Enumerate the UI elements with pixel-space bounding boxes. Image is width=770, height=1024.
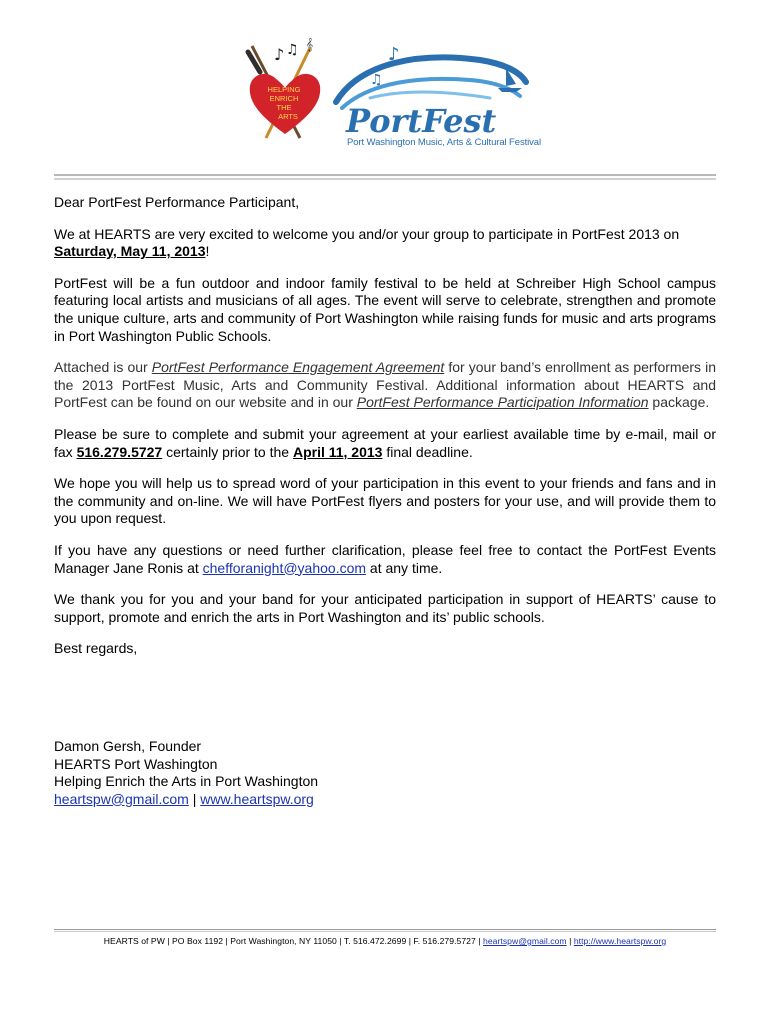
- welcome-end: !: [205, 243, 210, 260]
- footer-separator: |: [566, 936, 574, 946]
- deadline-date: April 11, 2013: [292, 443, 383, 460]
- agreement-title: PortFest Performance Engagement Agreement: [151, 359, 445, 376]
- paragraph-thanks: We thank you for you and your band for your anticipated participation in support of HEARTS’ cause to support, promote and enrich the arts in Port Washington and its’ public schools.: [54, 591, 716, 625]
- letter-body: [54, 194, 716, 672]
- welcome-text: We at HEARTS are very excited to welcome you and/or your group to participate in PortFest 2013 on: [54, 225, 680, 242]
- hearts-logo-line-1: HELPING: [267, 85, 301, 94]
- hearts-logo-line-2: ENRICH: [269, 94, 299, 103]
- signer-org-full: Helping Enrich the Arts in Port Washington: [54, 773, 319, 790]
- package-title: PortFest Performance Participation Information: [356, 394, 649, 411]
- portfest-logo-text: PortFest: [346, 102, 497, 140]
- attachment-text-2: for your band’s enrollment as performers in the 2013 PortFest Music, Arts and Community Festival. Additional information about HEARTS and PortFest can be found on our website and in our: [54, 359, 716, 411]
- contact-end: at any time.: [366, 559, 443, 576]
- attachment-text: Attached is our: [54, 359, 152, 376]
- fax-number: 516.279.5727: [76, 443, 163, 460]
- svg-text:𝄞: 𝄞: [306, 38, 314, 51]
- svg-text:♫: ♫: [286, 42, 299, 58]
- paragraph-contact: [54, 542, 716, 577]
- header-divider-secondary: [54, 178, 716, 180]
- submit-text: Please be sure to complete and submit your agreement at your earliest available time by e-mail, mail or fax: [54, 425, 716, 460]
- signature-email-link[interactable]: heartspw@gmail.com: [54, 790, 189, 807]
- signer-org: HEARTS Port Washington: [54, 755, 218, 772]
- signature-website-link[interactable]: www.heartspw.org: [200, 790, 314, 807]
- hearts-logo-line-3: THE: [276, 103, 292, 112]
- header-divider: [54, 174, 716, 176]
- signature-block: [54, 738, 318, 808]
- footer-address: HEARTS of PW | PO Box 1192 | Port Washington, NY 11050 | T. 516.472.2699 | F. 516.279.5727 |: [103, 936, 483, 946]
- footer-website-link[interactable]: http://www.heartspw.org: [573, 936, 667, 946]
- signature-separator: |: [188, 790, 201, 807]
- contact-text: If you have any questions or need further clarification, please feel free to contact the PortFest Events Manager Jane Ronis at: [54, 541, 716, 576]
- footer: [54, 936, 716, 946]
- submit-end: final deadline.: [382, 443, 473, 460]
- closing: Best regards,: [54, 640, 138, 657]
- attachment-end: package.: [648, 394, 710, 411]
- paragraph-spread-word: We hope you will help us to spread word of your participation in this event to your friends and fans and in the community and on-line. We will have PortFest flyers and posters for your use, and will provide them to you upon request.: [54, 475, 716, 527]
- signer-contacts: [54, 791, 318, 809]
- svg-text:♫: ♫: [370, 72, 383, 88]
- hearts-logo-line-4: ARTS: [278, 112, 298, 121]
- portfest-tagline: Port Washington Music, Arts & Cultural Festival: [347, 137, 541, 148]
- paragraph-submit: [54, 426, 716, 461]
- footer-email-link[interactable]: heartspw@gmail.com: [482, 936, 567, 946]
- footer-divider-secondary: [54, 931, 716, 932]
- salutation: Dear PortFest Performance Participant,: [54, 194, 300, 210]
- contact-email-link[interactable]: chefforanight@yahoo.com: [202, 559, 367, 576]
- hearts-logo: [240, 38, 330, 148]
- paragraph-festival: PortFest will be a fun outdoor and indoor family festival to be held at Schreiber High School campus featuring local artists and musicians of all ages. The event will serve to celebrate, strengthen and promote the unique culture, arts and community of Port Washington while raising funds for music and arts programs in Port Washington Public Schools.: [54, 274, 716, 344]
- paragraph-welcome: [54, 226, 716, 261]
- event-date: Saturday, May 11, 2013: [54, 243, 206, 260]
- submit-text-2: certainly prior to the: [162, 443, 293, 460]
- music-note-icon: ♪: [388, 44, 400, 65]
- signer-name: Damon Gersh, Founder: [54, 738, 202, 754]
- paragraph-attachment: [54, 359, 716, 412]
- footer-divider: [54, 929, 716, 930]
- music-note-icon: ♪: [274, 45, 285, 64]
